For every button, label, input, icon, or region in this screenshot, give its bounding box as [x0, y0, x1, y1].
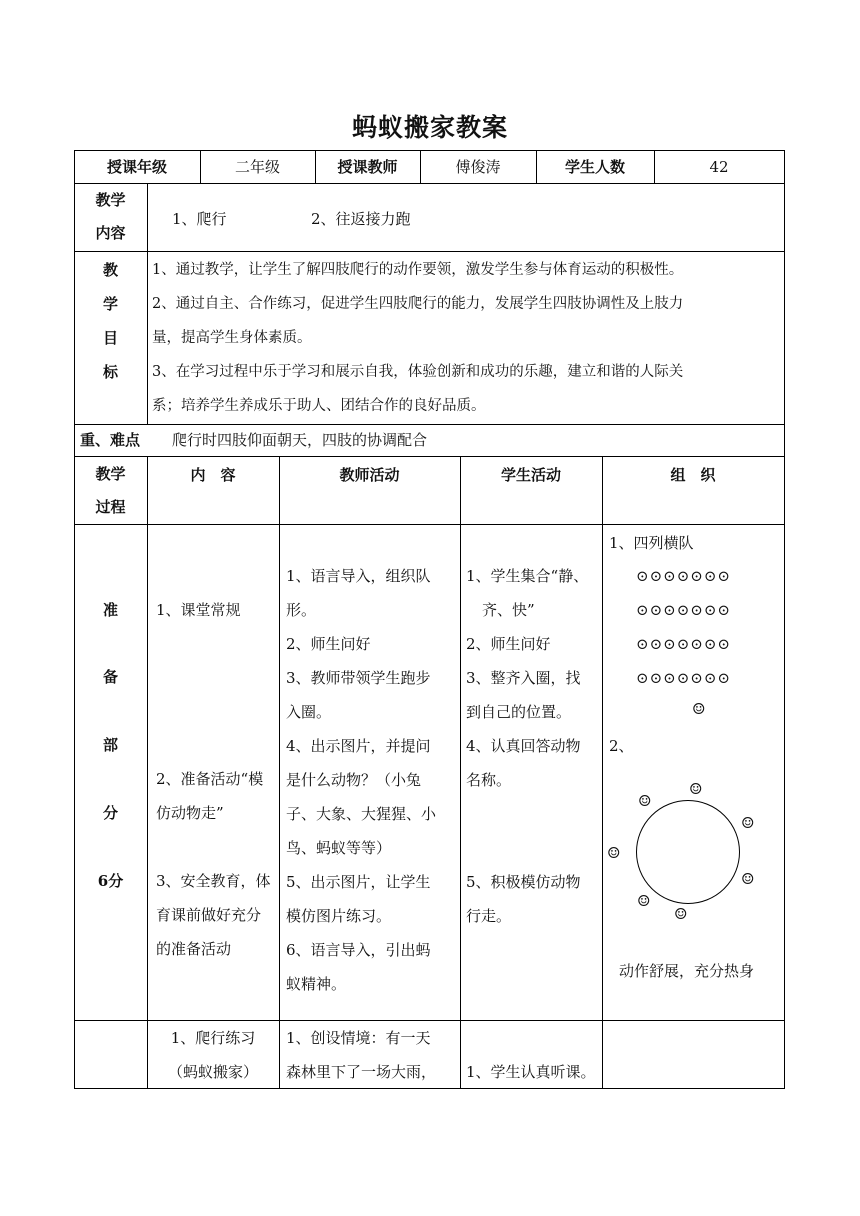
basic-teacher-line: 森林里下了一场大雨，	[286, 1063, 437, 1081]
content-label-line: 教学	[95, 191, 126, 209]
formation-row: ⊙⊙⊙⊙⊙⊙⊙	[636, 669, 731, 687]
prep-student-line: 3、整齐入圈，找	[466, 669, 581, 687]
basic-teacher-line: 1、创设情境：有一天	[286, 1029, 431, 1047]
prep-student-line: 齐、快”	[482, 601, 535, 619]
teacher-smiley-icon: ☺	[692, 700, 706, 718]
col-divider	[602, 456, 603, 1089]
teacher-line: 1、语言导入，组织队	[286, 567, 431, 585]
goal-line: 1、通过教学，让学生了解四肢爬行的动作要领，激发学生参与体育运动的积极性。	[152, 262, 684, 278]
col-divider	[460, 456, 461, 1089]
teacher-line: 鸟、蚂蚁等等）	[286, 839, 392, 857]
grade-value: 二年级	[234, 158, 280, 176]
prep-content-line: 2、准备活动“模	[156, 770, 264, 788]
basic-teacher	[286, 1021, 436, 1089]
key-points-label: 重、难点	[80, 431, 141, 449]
prep-side-char: 备	[102, 668, 118, 686]
student-smiley-icon: ☺	[674, 905, 688, 923]
goals-label-char: 学	[102, 295, 118, 313]
org-title-formation: 1、四列横队	[609, 534, 694, 552]
student-smiley-icon: ☺	[689, 780, 703, 798]
teacher-line: 4、出示图片，并提问	[286, 737, 431, 755]
basic-student: 1、学生认真听课。	[466, 1063, 596, 1081]
prep-content-line: 育课前做好充分	[156, 906, 262, 924]
student-column-header: 学生活动	[500, 466, 561, 484]
teacher-line: 6、语言导入，引出蚂	[286, 941, 431, 959]
col-divider	[147, 183, 148, 424]
student-count-value: 42	[709, 158, 729, 176]
prep-student-line: 名称。	[466, 771, 512, 789]
student-smiley-icon: ☺	[638, 792, 652, 810]
prep-student-line: 行走。	[466, 907, 512, 925]
teacher-line: 形。	[286, 601, 317, 619]
org-note: 动作舒展，充分热身	[619, 962, 755, 980]
goals-label-char: 标	[102, 363, 118, 381]
basic-content-line: 1、爬行练习	[170, 1029, 256, 1047]
basic-content	[147, 1021, 279, 1089]
prep-content-line: 仿动物走”	[156, 804, 224, 822]
goal-line: 2、通过自主、合作练习，促进学生四肢爬行的能力，发展学生四肢协调性及上肢力	[152, 296, 684, 312]
content-label-line: 内容	[95, 224, 126, 242]
process-label-line: 教学	[95, 465, 126, 483]
formation-row: ⊙⊙⊙⊙⊙⊙⊙	[636, 567, 731, 585]
row-divider	[74, 524, 785, 525]
content-item: 1、爬行	[172, 210, 227, 228]
page-title: 蚂蚁搬家教案	[351, 113, 508, 142]
key-points-text: 爬行时四肢仰面朝天，四肢的协调配合	[172, 431, 428, 449]
prep-student-line: 4、认真回答动物	[466, 737, 581, 755]
content-column-header: 内 容	[190, 466, 236, 484]
col-divider	[784, 150, 785, 1089]
student-smiley-icon: ☺	[637, 892, 651, 910]
row-divider	[74, 251, 785, 252]
content-label	[74, 184, 147, 250]
student-smiley-icon: ☺	[607, 844, 621, 862]
process-label-line: 过程	[95, 498, 126, 516]
process-label	[74, 458, 147, 524]
teacher-column-header: 教师活动	[339, 466, 400, 484]
formation-row: ⊙⊙⊙⊙⊙⊙⊙	[636, 601, 731, 619]
org-title-circle: 2、	[609, 737, 634, 755]
goals-label-char: 教	[102, 261, 118, 279]
col-divider	[279, 456, 280, 1089]
teacher-line: 3、教师带领学生跑步	[286, 669, 431, 687]
col-divider	[147, 456, 148, 1089]
basic-content-line: （蚂蚁搬家）	[167, 1063, 258, 1081]
prep-side-char: 准	[102, 601, 118, 619]
grade-label: 授课年级	[106, 158, 167, 176]
teacher-line: 模仿图片练习。	[286, 907, 392, 925]
student-count-label: 学生人数	[564, 158, 625, 176]
content-item: 2、往返接力跑	[311, 210, 411, 228]
prep-student-line: 到自己的位置。	[466, 703, 572, 721]
teacher-line: 入圈。	[286, 703, 332, 721]
teacher-value: 傅俊涛	[455, 158, 501, 176]
prep-content-line: 的准备活动	[156, 940, 232, 958]
row-divider	[74, 183, 785, 184]
student-smiley-icon: ☺	[741, 870, 755, 888]
teacher-line: 子、大象、大猩猩、小	[286, 805, 437, 823]
prep-teacher-text	[286, 559, 458, 1001]
goal-line: 量，提高学生身体素质。	[152, 330, 312, 346]
organize-column-header: 组 织	[670, 466, 716, 484]
teacher-line: 5、出示图片，让学生	[286, 873, 431, 891]
prep-student-line: 5、积极模仿动物	[466, 873, 581, 891]
prep-side-time: 6分	[97, 872, 124, 890]
prep-side-char: 分	[102, 804, 118, 822]
teacher-line: 2、师生问好	[286, 635, 371, 653]
student-smiley-icon: ☺	[741, 814, 755, 832]
goals-text	[152, 253, 784, 423]
formation-row: ⊙⊙⊙⊙⊙⊙⊙	[636, 635, 731, 653]
prep-content-line: 3、安全教育，体	[156, 872, 271, 890]
row-divider	[74, 456, 785, 457]
teacher-label: 授课教师	[337, 158, 398, 176]
prep-student-line: 1、学生集合“静、	[466, 567, 589, 585]
circle-formation	[636, 800, 740, 904]
goals-label	[74, 253, 147, 389]
prep-content-line: 1、课堂常规	[156, 601, 241, 619]
goal-line: 系；培养学生养成乐于助人、团结合作的良好品质。	[152, 398, 486, 414]
prep-student-line: 2、师生问好	[466, 635, 551, 653]
teacher-line: 是什么动物？（小兔	[286, 771, 422, 789]
prep-side-char: 部	[102, 736, 118, 754]
goals-label-char: 目	[102, 329, 118, 347]
goal-line: 3、在学习过程中乐于学习和展示自我，体验创新和成功的乐趣，建立和谐的人际关	[152, 364, 684, 380]
teacher-line: 蚁精神。	[286, 975, 347, 993]
